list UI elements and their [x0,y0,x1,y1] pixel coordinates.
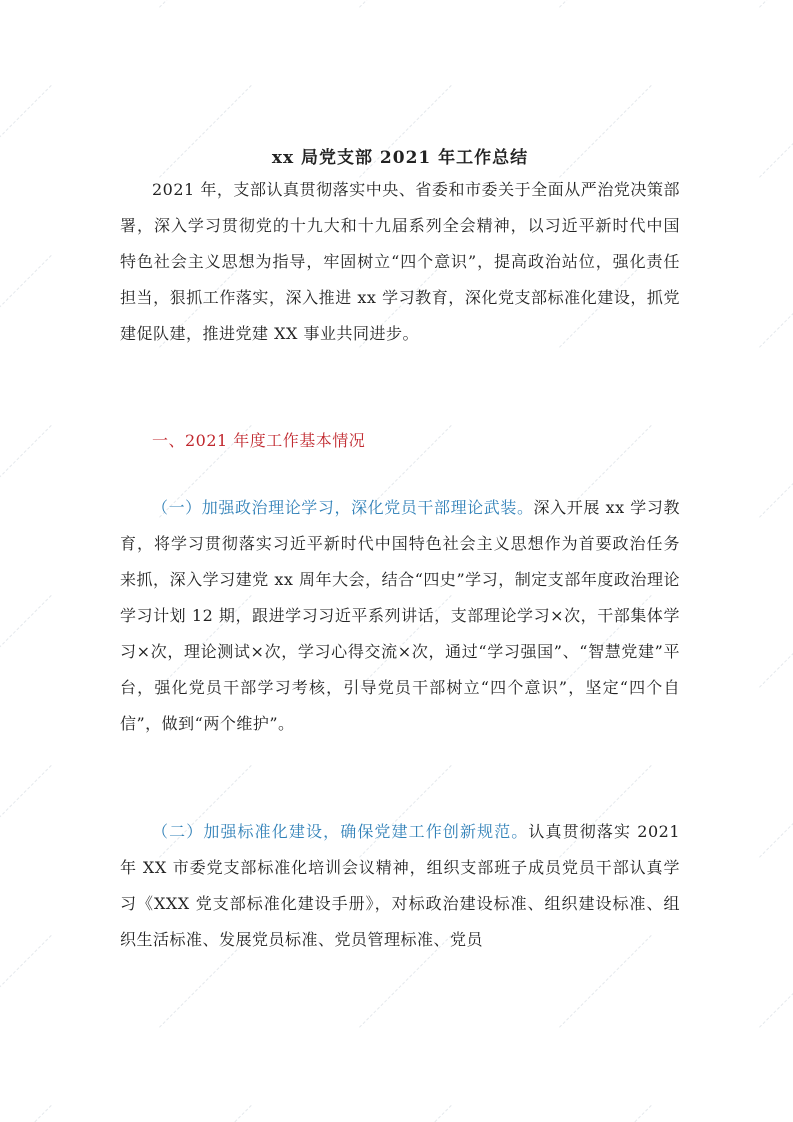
watermark-mark [558,0,651,8]
watermark-mark [0,84,52,177]
intro-paragraph: 2021 年，支部认真贯彻落实中央、省委和市委关于全面从严治党决策部署，深入学习贯彻党的十九大和十九届系列全会精神，以习近平新时代中国特色社会主义思想为指导，牢固树立“四个意识”，提高政治站位，强化责任担当，狠抓工作落实，深入推进 xx 学习教育，深化党支部标准化建设，抓党建促队建，推进党建 XX 事业共同进步。 [120,180,680,343]
watermark-mark [758,424,793,517]
watermark-mark [0,934,52,1027]
watermark-mark [758,84,793,177]
watermark-mark [758,934,793,1027]
subsection-body-1: 深入开展 xx 学习教育，将学习贯彻落实习近平新时代中国特色社会主义思想作为首要政治任务来抓，深入学习建党 xx 周年大会，结合“四史”学习，制定支部年度政治理论学习计划 12 期，跟进学习习近平系列讲话，支部理论学习×次，干部集体学习×次，理论测试×次，学习心得交流×次，通过“学习强国”、“智慧党建”平台，强化党员干部学习考核，引导党员干部树立“四个意识”，坚定“四个自信”，做到“两个维护”。 [120,498,680,733]
subsection-paragraph-1 [120,490,680,742]
subsection-body-2: 认真贯彻落实 2021 年 XX 市委党支部标准化培训会议精神，组织支部班子成员党员干部认真学习《XXX 党支部标准化建设手册》，对标政治建设标准、组织建设标准、组织生活标准、发展党员标准、党员管理标准、党员 [120,822,680,949]
watermark-mark [758,594,793,687]
watermark-mark [758,1104,793,1122]
watermark-mark [0,594,52,687]
document-title: xx 局党支部 2021 年工作总结 [271,148,529,168]
watermark-mark [758,0,793,8]
watermark-mark [0,424,52,517]
watermark-mark [358,0,451,8]
watermark-mark [358,1104,451,1122]
subsection-heading-1: （一）加强政治理论学习，深化党员干部理论武装。 [152,498,534,517]
watermark-mark [758,254,793,347]
section-heading-1: 一、2021 年度工作基本情况 [152,431,366,450]
watermark-mark [0,254,52,347]
subsection-heading-2: （二）加强标准化建设，确保党建工作创新规范。 [152,822,529,841]
watermark-mark [0,764,52,857]
watermark-mark [0,1104,52,1122]
watermark-mark [158,1104,251,1122]
watermark-mark [158,0,251,8]
watermark-mark [758,764,793,857]
watermark-mark [558,1104,651,1122]
watermark-mark [0,0,52,8]
subsection-paragraph-2 [120,814,680,958]
